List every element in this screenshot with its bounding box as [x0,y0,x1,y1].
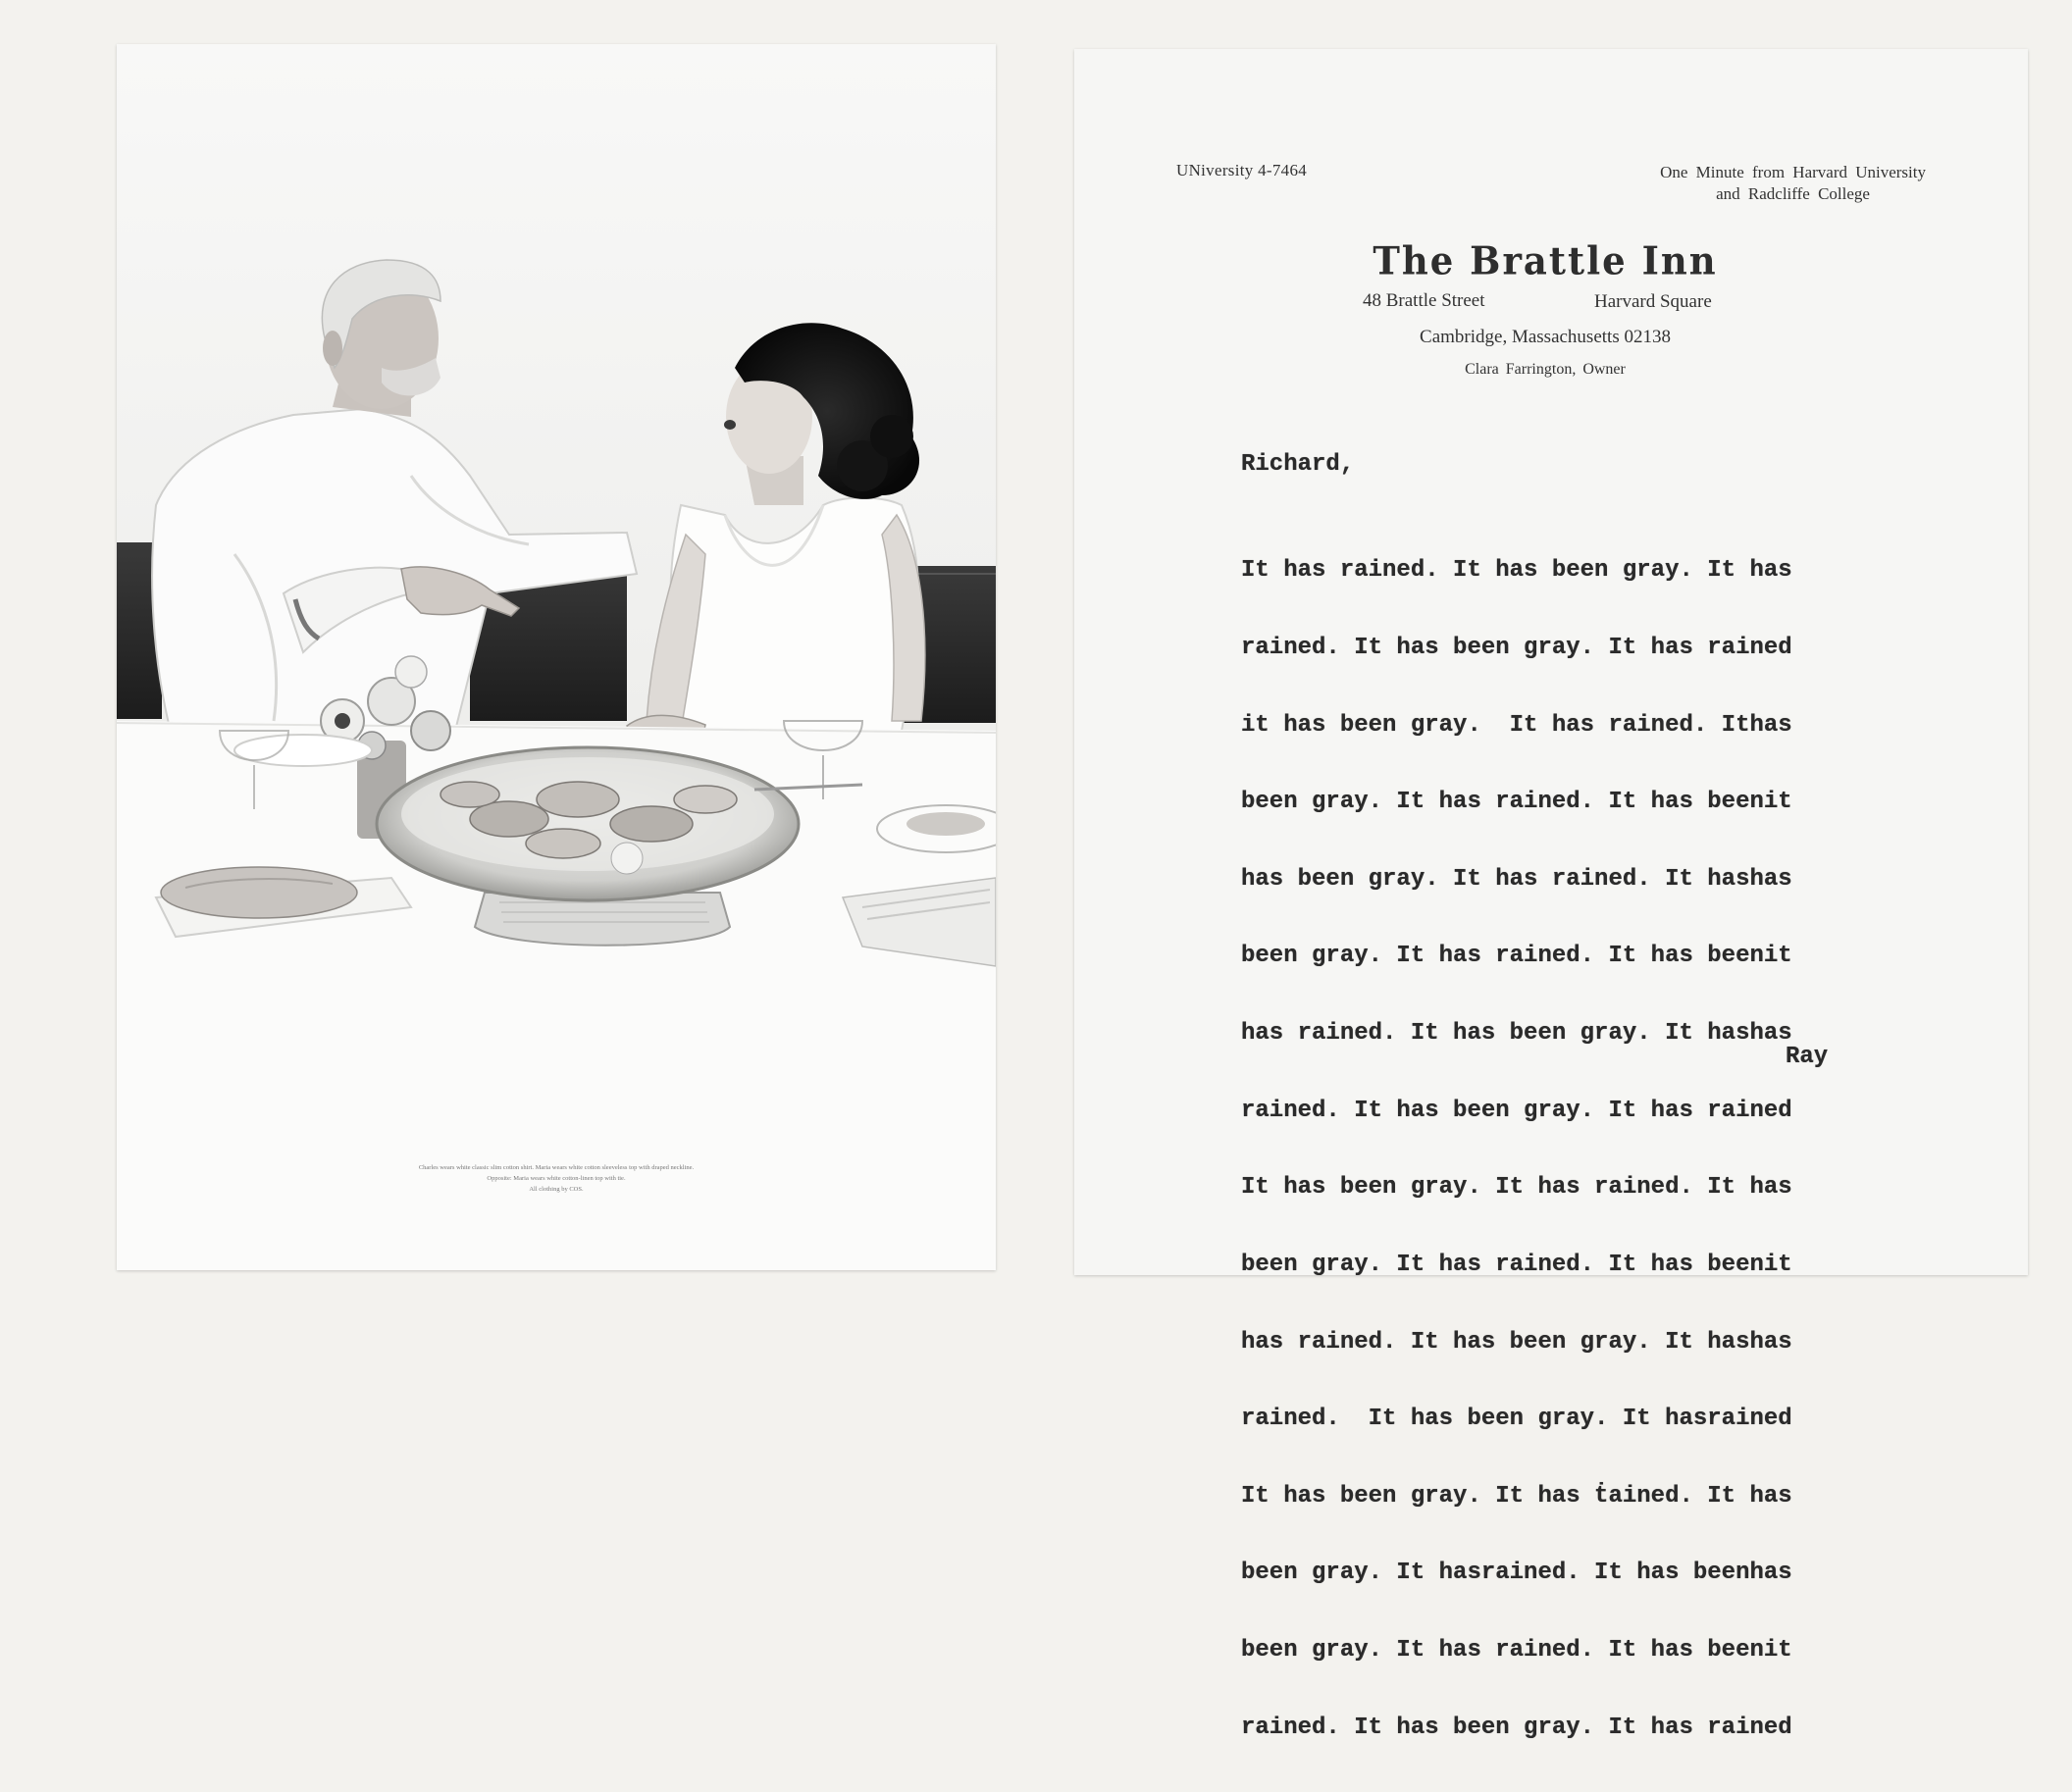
caption-line: Charles wears white classic slim cotton shirt. Maria wears white cotton sleeveless top with draped neckline. [418,1164,695,1171]
letter-line: has rained. It has been gray. It hashas [1241,1020,1792,1048]
letter-page [1074,49,2028,1741]
tagline-line: and Radcliffe College [1716,184,1870,203]
letter-salutation: Richard, [1241,451,1355,478]
letter-line: It has rained. It has been gray. It has [1241,557,1792,585]
photo-page [117,44,996,1270]
letter-line: been gray. It has rained. It has beenit [1241,789,1792,816]
letterhead-inn-name: The Brattle Inn [1373,237,1718,284]
letter-line: It has been gray. It has ṫained. It has [1241,1482,1792,1510]
letter-line: been gray. It has rained. It has beenit [1241,1636,1792,1664]
photo-caption [117,1162,996,1195]
letterhead-phone: UNiversity 4-7464 [1176,161,1308,179]
caption-line: All clothing by COS. [529,1186,584,1193]
letter-line: has rained. It has been gray. It hashas [1241,1328,1792,1356]
letter-line: it has been gray. It has rained. Ithas [1241,711,1792,739]
letter-line: has been gray. It has rained. It hashas [1241,865,1792,893]
letterhead-tagline [1660,162,1926,205]
caption-line: Opposite: Maria wears white cotton-linen top with tie. [487,1175,626,1182]
letter-line: rained. It has been gray. It has rained [1241,1097,1792,1124]
letter-line: rained. It has been gray. It has rained [1241,1714,1792,1741]
dinner-photo [117,44,996,1270]
letter-line: been gray. It hasrained. It has beenhas [1241,1560,1792,1587]
letter-line: been gray. It has rained. It has beenit [1241,1251,1792,1278]
letter-line: rained. It has been gray. It hasrained [1241,1406,1792,1433]
letterhead-owner: Clara Farrington, Owner [1465,361,1626,378]
tagline-line: One Minute from Harvard University [1660,163,1926,181]
letterhead-square: Harvard Square [1594,291,1712,312]
letter-line: been gray. It has rained. It has beenit [1241,943,1792,970]
letterhead-city: Cambridge, Massachusetts 02138 [1420,327,1671,347]
letter-line: It has been gray. It has rained. It has [1241,1174,1792,1202]
letter-body [1241,507,1792,1792]
letter-signature: Ray [1786,1044,1829,1070]
letter-line: rained. It has been gray. It has rained [1241,635,1792,662]
letterhead-street: 48 Brattle Street [1363,290,1485,311]
